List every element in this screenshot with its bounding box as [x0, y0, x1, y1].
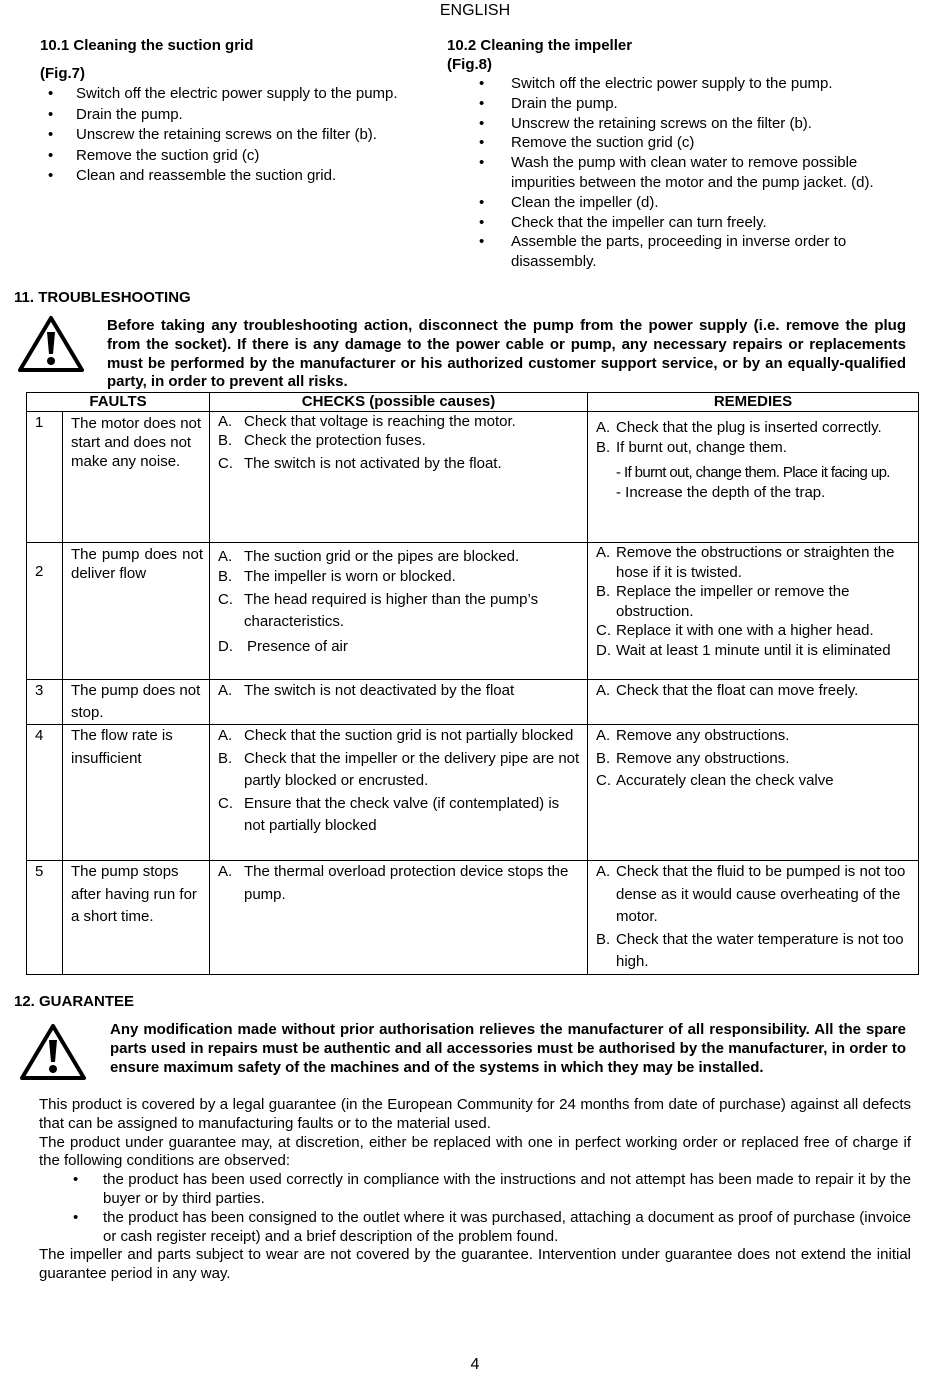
list-item: • Check that the impeller can turn freely. [447, 213, 887, 233]
remedy-item: A. Check that the plug is inserted correctly. [596, 419, 882, 436]
fault-cell: The flow rate is insufficient [63, 725, 210, 861]
remedy-item: A. Check that the fluid to be pumped is not too dense as it would cause overheating of the motor. [596, 863, 906, 926]
remedy-item: C. Replace it with one with a higher head. [596, 622, 874, 639]
row-number: 4 [27, 725, 63, 861]
guarantee-paragraph: This product is covered by a legal guarantee (in the European Community for 24 months from date of purchase) against all defects that can be assigned to manufacturing faults or to the material used. [39, 1096, 911, 1132]
check-item: A. The thermal overload protection device stops the pump. [218, 863, 569, 903]
list-item: • the product has been used correctly in compliance with the instructions and not attempt has been made to repair it by the buyer or by third parties. [39, 1171, 911, 1209]
row-number: 1 [27, 412, 63, 543]
list-item: • Remove the suction grid (c) [447, 133, 887, 153]
list-item: • Clean and reassemble the suction grid. [38, 166, 440, 187]
remedy-item: B. Replace the impeller or remove the obstruction. [596, 583, 850, 620]
checks-cell [210, 861, 588, 975]
check-item: C. The switch is not activated by the float. [218, 455, 502, 472]
checks-cell [210, 543, 588, 680]
language-header: ENGLISH [439, 2, 511, 19]
remedies-cell [588, 680, 919, 725]
list-item: • Remove the suction grid (c) [38, 146, 440, 167]
row-number: 3 [27, 680, 63, 725]
remedy-item: B. If burnt out, change them. [596, 438, 787, 456]
check-item: A. Check that the suction grid is not partially blocked [218, 727, 574, 744]
check-item: C. The head required is higher than the pump’s characteristics. [218, 591, 539, 630]
check-item: B. Check that the impeller or the delivery pipe are not partly blocked or encrusted. [218, 749, 580, 790]
list-item: • Unscrew the retaining screws on the filter (b). [447, 114, 887, 134]
fault-cell: The pump stops after having run for a short time. [63, 861, 210, 975]
list-item: • Drain the pump. [38, 105, 440, 126]
check-item: A. The suction grid or the pipes are blocked. [218, 548, 520, 565]
section-12-title: 12. GUARANTEE [14, 993, 135, 1010]
check-item: C. Ensure that the check valve (if contemplated) is not partially blocked [218, 794, 560, 835]
page-number: 4 [470, 1356, 480, 1373]
warning-triangle-icon [16, 314, 86, 374]
list-item: • Assemble the parts, proceeding in inverse order to disassembly. [447, 232, 887, 272]
list-item: • Drain the pump. [447, 94, 887, 114]
section-10-2-list [447, 74, 887, 272]
table-row [27, 543, 919, 680]
check-item: A. Check that voltage is reaching the motor. [218, 413, 516, 430]
remedy-item: A. Remove any obstructions. [596, 727, 790, 744]
guarantee-body [39, 1096, 911, 1284]
warning-triangle-icon [18, 1022, 88, 1082]
list-item: • Switch off the electric power supply to the pump. [447, 74, 887, 94]
table-row [27, 861, 919, 975]
row-number: 2 [27, 543, 63, 680]
remedies-cell [588, 543, 919, 680]
list-item: • Switch off the electric power supply to the pump. [38, 84, 440, 105]
remedy-note: - If burnt out, change them. Place it facing up. - Increase the depth of the trap. [616, 464, 890, 501]
section-10-1 [40, 36, 440, 187]
section-10-1-fig: (Fig.7) [40, 65, 85, 82]
section-10-1-list [38, 84, 440, 187]
faults-header: FAULTS [27, 393, 210, 412]
table-row [27, 412, 919, 543]
troubleshooting-warning: Before taking any troubleshooting action, disconnect the pump from the power supply (i.e. remove the plug from the socket). If there is any damage to the power cable or pump, any necessary repairs or replacements must be performed by the manufacturer or his authorized customer support service, or by an equally-qualified party, in order to prevent all risks. [107, 317, 906, 391]
list-item: • Unscrew the retaining screws on the filter (b). [38, 125, 440, 146]
troubleshooting-table [26, 392, 919, 975]
checks-cell [210, 725, 588, 861]
row-number: 5 [27, 861, 63, 975]
check-item: B. Check the protection fuses. [218, 432, 426, 449]
list-item: • the product has been consigned to the outlet where it was purchased, attaching a document as proof of purchase (invoice or cash register receipt) and a brief description of the problem found. [39, 1209, 911, 1247]
remedies-header: REMEDIES [588, 393, 919, 412]
table-row [27, 680, 919, 725]
section-10-1-title: 10.1 Cleaning the suction grid [40, 37, 254, 54]
section-10-2 [447, 36, 887, 272]
guarantee-paragraph: The product under guarantee may, at discretion, either be replaced with one in perfect working order or replaced free of charge if the following conditions are observed: [39, 1133, 911, 1170]
remedy-item: A. Check that the float can move freely. [596, 682, 859, 699]
check-item: D. Presence of air [218, 638, 348, 655]
remedies-cell [588, 861, 919, 975]
check-item: A. The switch is not deactivated by the float [218, 682, 515, 699]
guarantee-paragraph: The impeller and parts subject to wear are not covered by the guarantee. Intervention under guarantee does not extend the initial guarantee period in any way. [39, 1246, 911, 1283]
fault-cell: The pump does not stop. [63, 680, 210, 725]
checks-cell [210, 680, 588, 725]
section-11-title: 11. TROUBLESHOOTING [14, 289, 191, 306]
table-header-row [27, 393, 919, 412]
remedy-item: B. Check that the water temperature is not too high. [596, 930, 904, 971]
fault-cell: The motor does not start and does not make any noise. [63, 412, 210, 543]
remedy-item: B. Remove any obstructions. [596, 749, 790, 767]
guarantee-warning: Any modification made without prior authorisation relieves the manufacturer of all responsibility. All the spare parts used in repairs must be authentic and all accessories must be authorised by the manufacturer, in order to ensure maximum safety of the machines and of the systems in which they may be installed. [110, 1021, 906, 1076]
remedy-item: C. Accurately clean the check valve [596, 772, 834, 790]
section-10-2-fig: (Fig.8) [447, 56, 492, 73]
checks-header: CHECKS (possible causes) [210, 393, 588, 412]
checks-cell [210, 412, 588, 543]
guarantee-conditions-list [39, 1171, 911, 1246]
list-item: • Wash the pump with clean water to remove possible impurities between the motor and the pump jacket. (d). [447, 153, 887, 193]
remedies-cell [588, 412, 919, 543]
section-10-2-title: 10.2 Cleaning the impeller [447, 37, 633, 54]
remedy-item: D. Wait at least 1 minute until it is eliminated [596, 641, 891, 659]
list-item: • Clean the impeller (d). [447, 193, 887, 213]
table-row [27, 725, 919, 861]
remedy-item: A. Remove the obstructions or straighten the hose if it is twisted. [596, 544, 895, 581]
remedies-cell [588, 725, 919, 861]
fault-cell: The pump does not deliver flow [63, 543, 210, 680]
check-item: B. The impeller is worn or blocked. [218, 568, 456, 585]
